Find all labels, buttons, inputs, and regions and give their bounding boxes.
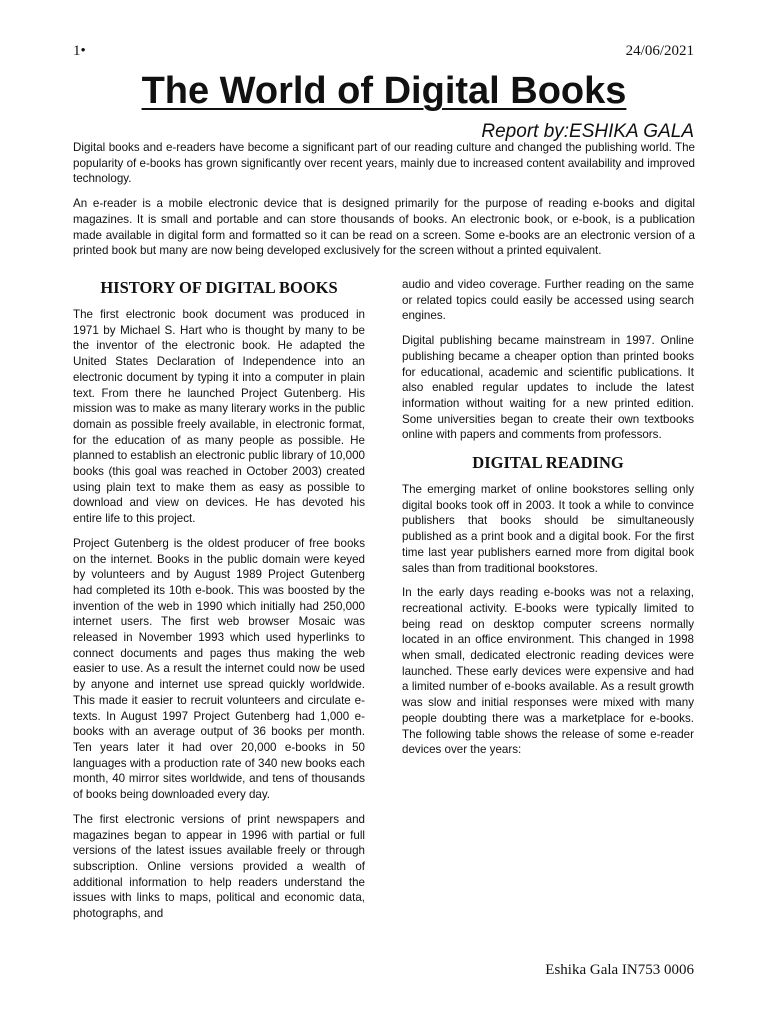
page-number: 1•: [73, 43, 86, 59]
history-heading: HISTORY OF DIGITAL BOOKS: [100, 278, 338, 297]
history-paragraph: The first electronic versions of print newspapers and magazines began to appear in 1996 with partial or full versions of the latest issues available freely or through subscription. Online versions provided a wealth of additional information to help readers understand the issues with links to maps, political and economic data, photographs, and: [73, 812, 365, 921]
history-paragraph: The first electronic book document was produced in 1971 by Michael S. Hart who is thought by many to be the inventor of the electronic book. He adapted the United States Declaration of Independence into an electronic document by typing it into a computer in plain text. From there he launched Project Gutenberg. His mission was to make as many literary works in the public domain as possible freely available, in electronic format, for the education of as many people as possible. He planned to establish an electronic public library of 10,000 books (this goal was reached in October 2003) created using plain text to make them as easy as possible to download and view on devices. He has devoted his entire life to this project.: [73, 308, 365, 526]
reading-paragraph: In the early days reading e-books was not a relaxing, recreational activity. E-books were typically limited to being read on desktop computer screens normally located in an office environment. This changed in 1998 when small, dedicated electronic reading devices were launched. These early devices were expensive and had a limited number of e-books available. As a result growth was slow and initial responses were mixed with many people doubting there was a marketplace for e-books. The following table shows the release of some e-reader devices over the years:: [402, 586, 694, 757]
footer-author: Eshika Gala IN753 0006: [545, 962, 694, 978]
reading-paragraph: The emerging market of online bookstores selling only digital books took off in 2003. It took a while to convince publishers that books should be simultaneously published as a print book and a digital book. For the first time last year publishers earned more from digital book sales than from traditional bookstores.: [402, 483, 694, 575]
intro-section: [73, 140, 695, 268]
document-title: The World of Digital Books: [141, 70, 627, 112]
continuation-paragraph: Digital publishing became mainstream in 1997. Online publishing became a cheaper option than printed books for educational, academic and scientific publications. It also enabled regular updates to include the latest information without waiting for a new printed edition. Some universities began to create their own textbooks online with papers and comments from professors.: [402, 334, 694, 442]
continuation-paragraph: audio and video coverage. Further reading on the same or related topics could easily be accessed using search engines.: [402, 278, 694, 323]
intro-paragraph: Digital books and e-readers have become a significant part of our reading culture and changed the publishing world. The popularity of e-books has grown significantly over recent years, mainly due to increased content availability and improved technology.: [73, 141, 695, 186]
left-column: [73, 277, 365, 931]
digital-reading-heading: DIGITAL READING: [472, 453, 624, 473]
history-paragraph: Project Gutenberg is the oldest producer of free books on the internet. Books in the public domain were keyed by volunteers and by August 1989 Project Gutenberg had completed its 10th e-book. This was boosted by the invention of the web in 1990 which initially had 250,000 internet users. The first web browser Mosaic was released in November 1993 which used hyperlinks to connect documents and pages thus making the web easier to use. As a result the internet could now be used by anyone and internet use spread quickly worldwide. This made it easier to recruit volunteers and circulate e-texts. In August 1997 Project Gutenberg had 1,000 e-books with an average output of 36 books per month. Ten years later it had over 20,000 e-books in 50 languages with a production rate of 340 new books each month, 40 mirror sites worldwide, and tens of thousands of books being downloaded every day.: [73, 536, 365, 802]
right-column: [402, 277, 694, 767]
page-date: 24/06/2021: [625, 43, 694, 59]
byline: Report by:ESHIKA GALA: [481, 121, 694, 142]
intro-paragraph: An e-reader is a mobile electronic device that is designed primarily for the purpose of reading e-books and digital magazines. It is small and portable and can store thousands of books. An electronic book, or e-book, is a publication made available in digital form and formatted so it can be read on a screen. Some e-books are an electronic version of a printed book but many are now being developed exclusively for the screen without a printed equivalent.: [73, 197, 695, 258]
